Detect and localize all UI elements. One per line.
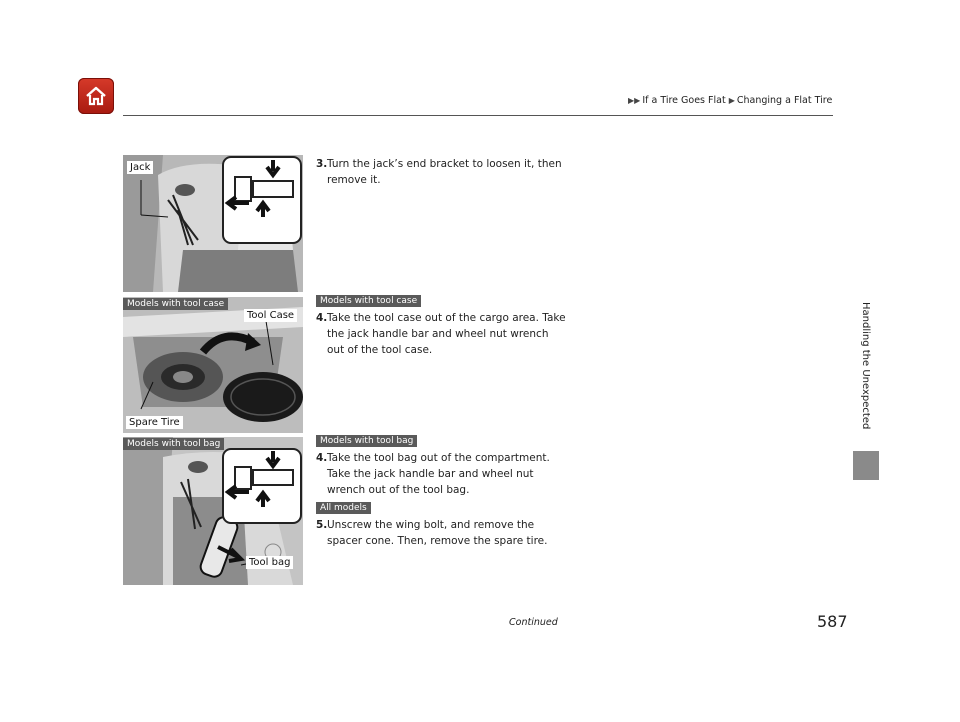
breadcrumb-current: Changing a Flat Tire [736, 95, 833, 106]
home-icon [84, 84, 108, 108]
step-5-tag: All models [316, 502, 371, 514]
breadcrumb [628, 95, 832, 106]
jack-illustration [123, 155, 303, 292]
step-number: 4. [316, 312, 328, 324]
step-4-bag-tag: Models with tool bag [316, 435, 417, 447]
step-text: Turn the jack’s end bracket to loosen it, then remove it. [327, 158, 562, 186]
tool-bag-illustration [123, 437, 303, 585]
step-text: Unscrew the wing bolt, and remove the spacer cone. Then, remove the spare tire. [327, 519, 548, 547]
breadcrumb-arrow-icon: ▶▶ [628, 96, 641, 105]
callout-jack: Jack [127, 161, 153, 174]
step-5 [316, 517, 566, 549]
breadcrumb-link-flat-tire[interactable]: If a Tire Goes Flat [642, 95, 726, 106]
section-side-tab[interactable] [853, 302, 879, 452]
breadcrumb-arrow-icon: ▶ [728, 96, 735, 105]
step-number: 3. [316, 158, 328, 170]
step-4-tool-case [316, 310, 566, 358]
tool-case-figure-tag: Models with tool case [123, 298, 228, 310]
header-divider [123, 115, 833, 116]
step-number: 5. [316, 519, 328, 531]
tool-bag-figure-tag: Models with tool bag [123, 438, 224, 450]
step-number: 4. [316, 452, 328, 464]
continued-label: Continued [509, 617, 558, 628]
section-side-marker [853, 451, 879, 480]
callout-tool-case: Tool Case [244, 309, 297, 322]
page-number: 587 [817, 612, 848, 631]
step-4-case-tag: Models with tool case [316, 295, 421, 307]
step-text: Take the tool bag out of the compartment. Take the jack handle bar and wheel nut wrench out of the tool bag. [327, 452, 550, 496]
section-side-tab-label: Handling the Unexpected [860, 302, 871, 430]
callout-spare-tire: Spare Tire [126, 416, 183, 429]
step-4-tool-bag [316, 450, 566, 498]
home-button[interactable] [78, 78, 114, 114]
step-text: Take the tool case out of the cargo area. Take the jack handle bar and wheel nut wrench out of the tool case. [327, 312, 566, 356]
callout-tool-bag: Tool bag [246, 556, 293, 569]
step-3 [316, 156, 566, 188]
tool-case-illustration [123, 297, 303, 433]
